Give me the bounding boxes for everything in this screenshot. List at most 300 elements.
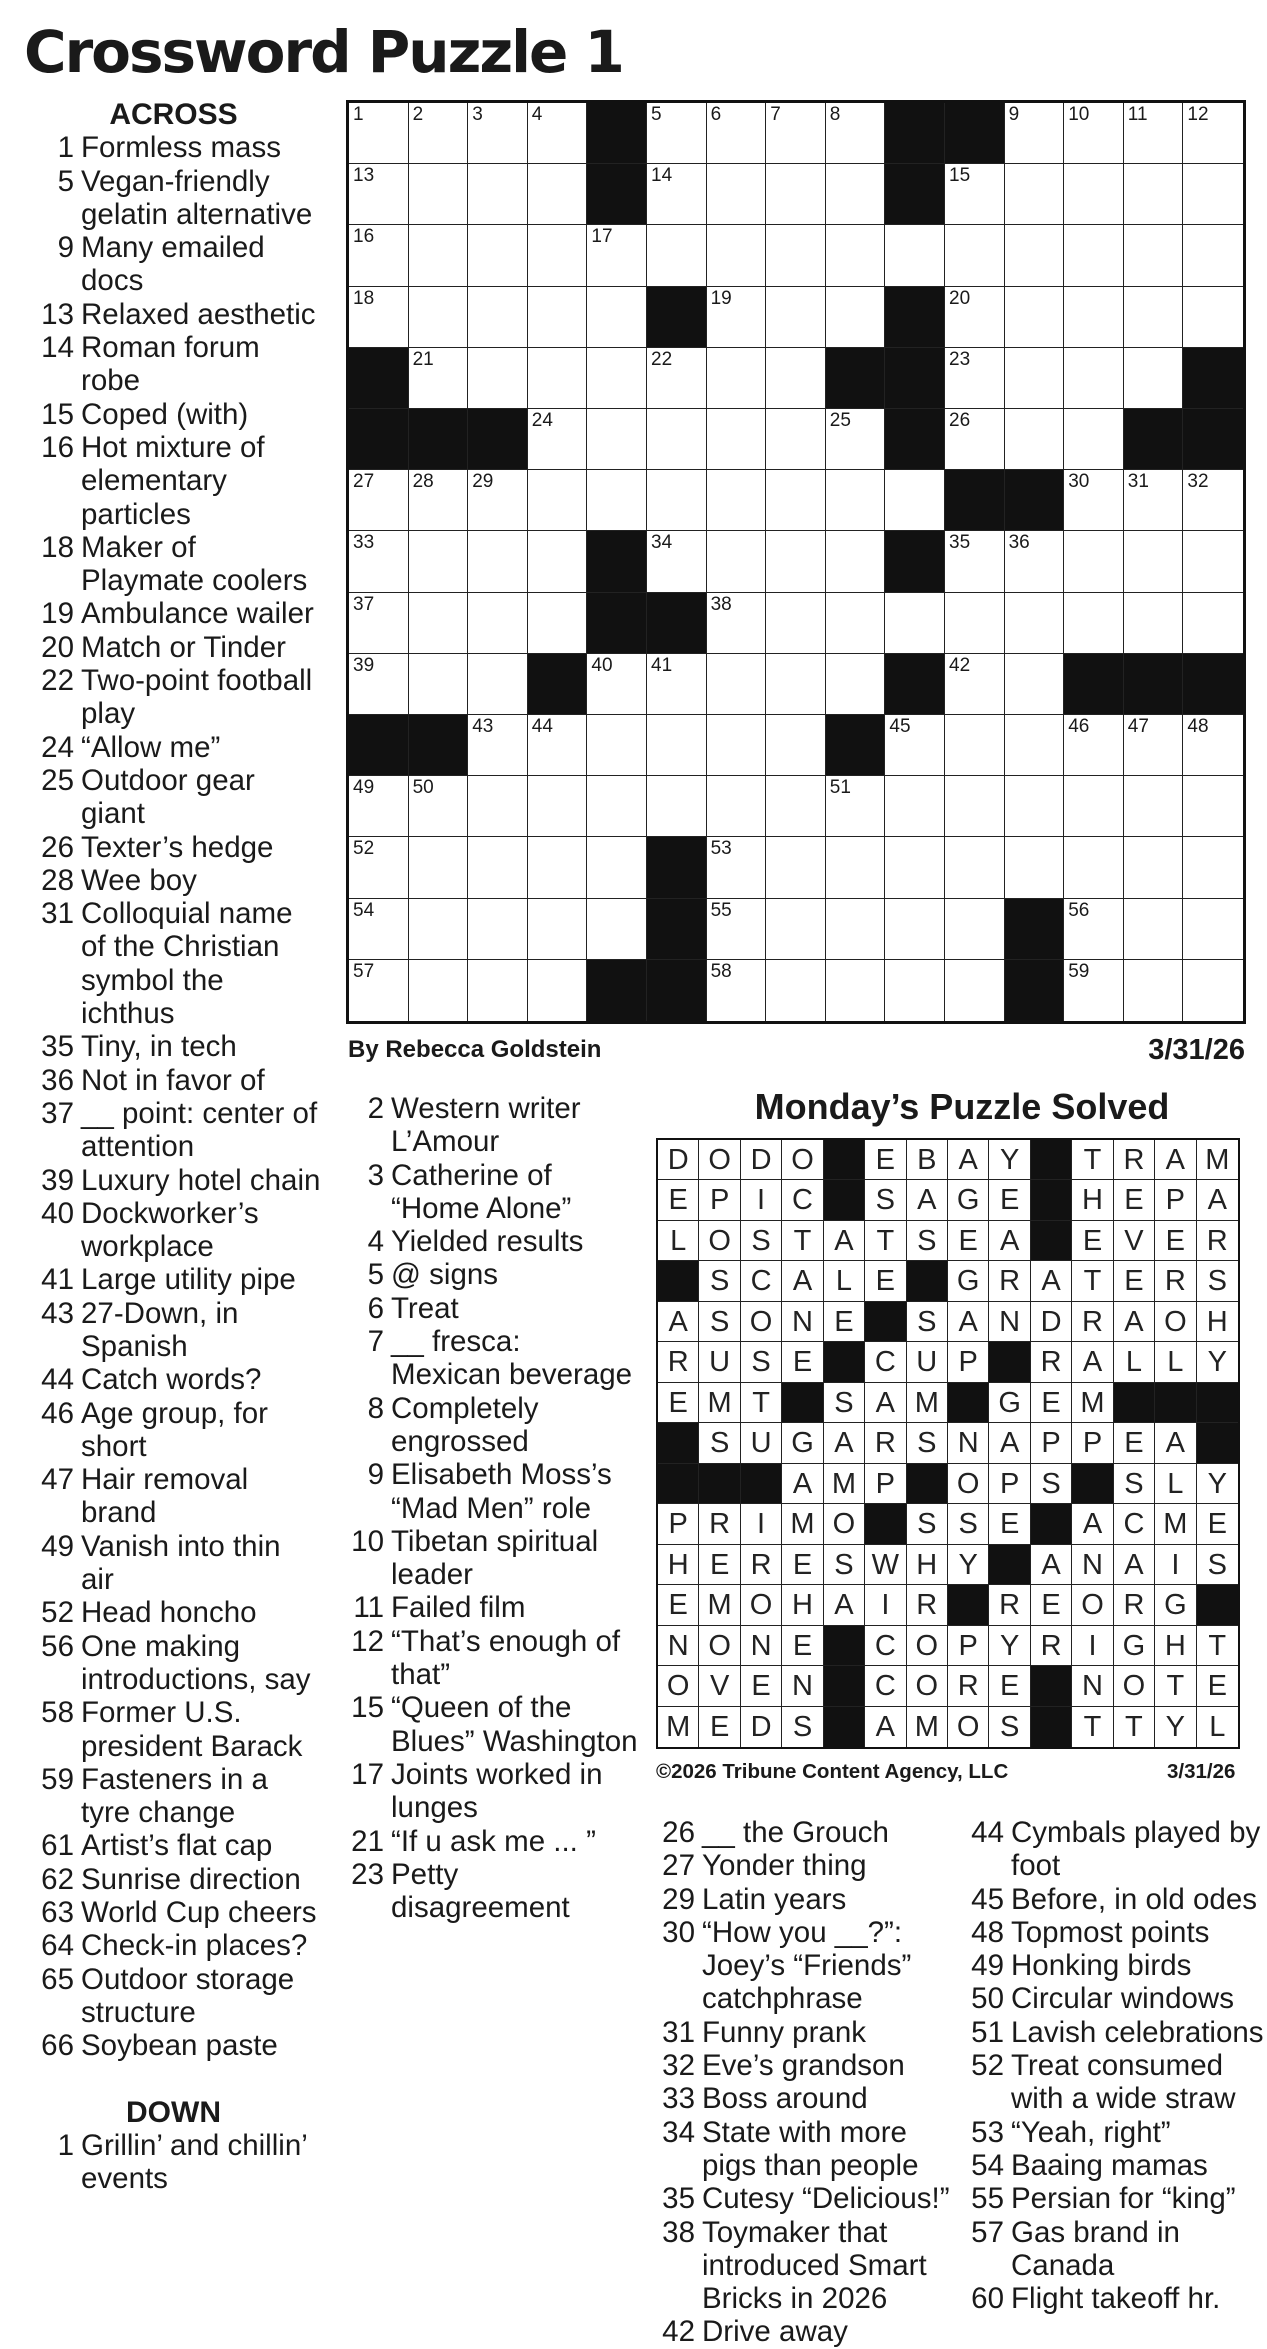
grid-cell[interactable] bbox=[587, 776, 647, 837]
grid-cell[interactable] bbox=[945, 899, 1005, 960]
grid-cell[interactable] bbox=[1005, 776, 1065, 837]
grid-cell[interactable] bbox=[1064, 715, 1124, 776]
grid-cell[interactable] bbox=[826, 287, 886, 348]
across-clue[interactable] bbox=[26, 1030, 321, 1063]
grid-cell[interactable] bbox=[766, 531, 826, 592]
grid-cell[interactable] bbox=[587, 899, 647, 960]
grid-cell[interactable] bbox=[1183, 164, 1243, 225]
grid-cell[interactable] bbox=[1064, 348, 1124, 409]
grid-cell[interactable] bbox=[826, 654, 886, 715]
grid-cell[interactable] bbox=[409, 654, 469, 715]
grid-cell[interactable] bbox=[885, 960, 945, 1021]
grid-cell[interactable] bbox=[647, 103, 707, 164]
down-clue[interactable] bbox=[966, 2149, 1266, 2182]
grid-cell[interactable] bbox=[707, 654, 767, 715]
solution-cell: R bbox=[741, 1545, 782, 1585]
grid-cell[interactable] bbox=[1124, 715, 1184, 776]
grid-cell[interactable] bbox=[707, 837, 767, 898]
clue-number: 6 bbox=[367, 1291, 384, 1325]
grid-cell[interactable] bbox=[945, 348, 1005, 409]
grid-cell[interactable] bbox=[766, 899, 826, 960]
down-clue[interactable] bbox=[966, 1982, 1266, 2015]
grid-cell[interactable] bbox=[766, 715, 826, 776]
down-clue[interactable] bbox=[338, 1758, 638, 1825]
solution-cell: S bbox=[782, 1707, 823, 1747]
grid-cell[interactable] bbox=[945, 715, 1005, 776]
grid-cell[interactable] bbox=[766, 654, 826, 715]
across-clue[interactable] bbox=[26, 1363, 321, 1396]
grid-cell[interactable] bbox=[707, 348, 767, 409]
across-clue[interactable] bbox=[26, 897, 321, 1030]
grid-cell[interactable] bbox=[945, 164, 1005, 225]
clue-text: Before, in old odes bbox=[1011, 1882, 1257, 1916]
down-clue[interactable] bbox=[655, 2049, 955, 2082]
grid-cell[interactable] bbox=[766, 776, 826, 837]
grid-cell[interactable] bbox=[1064, 960, 1124, 1021]
grid-cell[interactable] bbox=[1124, 960, 1184, 1021]
grid-cell[interactable] bbox=[1183, 470, 1243, 531]
grid-cell[interactable] bbox=[1064, 103, 1124, 164]
grid-cell[interactable] bbox=[1005, 164, 1065, 225]
across-clue[interactable] bbox=[26, 131, 321, 164]
grid-cell[interactable] bbox=[528, 837, 588, 898]
grid-cell[interactable] bbox=[409, 470, 469, 531]
grid-cell[interactable] bbox=[587, 348, 647, 409]
grid-cell[interactable] bbox=[707, 715, 767, 776]
grid-cell[interactable] bbox=[349, 470, 409, 531]
grid-cell[interactable] bbox=[1124, 593, 1184, 654]
grid-cell[interactable] bbox=[349, 103, 409, 164]
clue-number: 20 bbox=[41, 630, 74, 664]
grid-cell[interactable] bbox=[1064, 593, 1124, 654]
grid-cell[interactable] bbox=[885, 776, 945, 837]
grid-cell[interactable] bbox=[826, 837, 886, 898]
grid-block bbox=[885, 348, 945, 409]
grid-cell[interactable] bbox=[766, 225, 826, 286]
grid-cell[interactable] bbox=[528, 470, 588, 531]
grid-cell[interactable] bbox=[409, 593, 469, 654]
across-clue[interactable] bbox=[26, 597, 321, 630]
down-clue[interactable] bbox=[655, 2116, 955, 2183]
clue-text: Vanish into thin air bbox=[81, 1529, 281, 1597]
grid-cell[interactable] bbox=[647, 470, 707, 531]
grid-cell[interactable] bbox=[528, 287, 588, 348]
across-clue[interactable] bbox=[26, 398, 321, 431]
grid-cell[interactable] bbox=[528, 593, 588, 654]
grid-cell[interactable] bbox=[468, 531, 528, 592]
grid-cell[interactable] bbox=[1124, 470, 1184, 531]
down-clue[interactable] bbox=[338, 1392, 638, 1459]
grid-cell[interactable] bbox=[945, 531, 1005, 592]
grid-cell[interactable] bbox=[349, 593, 409, 654]
grid-cell[interactable] bbox=[885, 715, 945, 776]
grid-cell[interactable] bbox=[647, 776, 707, 837]
grid-cell[interactable] bbox=[528, 715, 588, 776]
across-clue[interactable] bbox=[26, 631, 321, 664]
clue-number: 33 bbox=[662, 2082, 695, 2116]
grid-cell-number: 7 bbox=[770, 104, 781, 125]
grid-cell[interactable] bbox=[766, 470, 826, 531]
grid-cell[interactable] bbox=[468, 715, 528, 776]
grid-cell[interactable] bbox=[945, 776, 1005, 837]
clue-text: Treat consumed with a wide straw bbox=[1011, 2049, 1236, 2116]
solution-cell: E bbox=[658, 1585, 699, 1625]
grid-cell[interactable] bbox=[766, 348, 826, 409]
grid-cell[interactable] bbox=[885, 899, 945, 960]
solution-cell: H bbox=[658, 1545, 699, 1585]
grid-cell[interactable] bbox=[528, 960, 588, 1021]
grid-cell[interactable] bbox=[468, 225, 528, 286]
grid-cell[interactable] bbox=[409, 960, 469, 1021]
down-clue[interactable] bbox=[966, 1949, 1266, 1982]
grid-cell[interactable] bbox=[1124, 103, 1184, 164]
down-clue[interactable] bbox=[655, 1816, 955, 1849]
down-clue[interactable] bbox=[338, 1225, 638, 1258]
grid-cell[interactable] bbox=[647, 409, 707, 470]
grid-cell[interactable] bbox=[1183, 103, 1243, 164]
grid-cell[interactable] bbox=[945, 409, 1005, 470]
solution-cell: Y bbox=[1197, 1464, 1238, 1504]
grid-cell[interactable] bbox=[468, 837, 528, 898]
grid-cell[interactable] bbox=[349, 164, 409, 225]
grid-cell[interactable] bbox=[826, 409, 886, 470]
grid-cell[interactable] bbox=[707, 287, 767, 348]
grid-cell-number: 59 bbox=[1068, 960, 1090, 982]
grid-cell[interactable] bbox=[409, 348, 469, 409]
grid-cell[interactable] bbox=[1183, 715, 1243, 776]
across-clue[interactable] bbox=[26, 664, 321, 731]
across-clue[interactable] bbox=[26, 1064, 321, 1097]
across-clue[interactable] bbox=[26, 1896, 321, 1929]
grid-cell[interactable] bbox=[647, 654, 707, 715]
grid-cell[interactable] bbox=[707, 103, 767, 164]
grid-cell[interactable] bbox=[826, 776, 886, 837]
down-clue[interactable] bbox=[655, 2315, 955, 2348]
grid-cell[interactable] bbox=[885, 593, 945, 654]
grid-cell[interactable] bbox=[1124, 837, 1184, 898]
across-clue[interactable] bbox=[26, 1530, 321, 1597]
grid-cell[interactable] bbox=[766, 164, 826, 225]
grid-cell[interactable] bbox=[349, 837, 409, 898]
solution-cell: R bbox=[989, 1261, 1030, 1301]
grid-cell[interactable] bbox=[468, 899, 528, 960]
across-clue[interactable] bbox=[26, 1197, 321, 1264]
grid-cell[interactable] bbox=[647, 348, 707, 409]
crossword-grid[interactable] bbox=[346, 100, 1246, 1024]
down-clue[interactable] bbox=[966, 2282, 1266, 2315]
down-clue[interactable] bbox=[338, 1525, 638, 1592]
down-clue[interactable] bbox=[655, 1883, 955, 1916]
down-clue[interactable] bbox=[338, 1591, 638, 1624]
grid-cell[interactable] bbox=[1124, 164, 1184, 225]
grid-cell[interactable] bbox=[945, 654, 1005, 715]
grid-cell[interactable] bbox=[468, 164, 528, 225]
grid-cell[interactable] bbox=[409, 225, 469, 286]
across-clue[interactable] bbox=[26, 1397, 321, 1464]
clue-text: Vegan-friendly gelatin alternative bbox=[81, 164, 313, 231]
grid-cell[interactable] bbox=[409, 837, 469, 898]
grid-cell[interactable] bbox=[885, 837, 945, 898]
grid-cell[interactable] bbox=[528, 164, 588, 225]
grid-cell[interactable] bbox=[1183, 960, 1243, 1021]
grid-cell[interactable] bbox=[349, 654, 409, 715]
across-clue[interactable] bbox=[26, 1463, 321, 1530]
grid-cell[interactable] bbox=[468, 103, 528, 164]
clue-text: Two-point football play bbox=[81, 664, 313, 731]
down-clue[interactable] bbox=[966, 2016, 1266, 2049]
down-clue[interactable] bbox=[966, 2216, 1266, 2283]
grid-cell[interactable] bbox=[1124, 287, 1184, 348]
grid-cell[interactable] bbox=[647, 164, 707, 225]
solution-cell: R bbox=[1031, 1626, 1072, 1666]
across-clue[interactable] bbox=[26, 165, 321, 232]
grid-cell[interactable] bbox=[766, 593, 826, 654]
down-clue[interactable] bbox=[338, 1625, 638, 1692]
grid-cell[interactable] bbox=[1064, 287, 1124, 348]
solution-cell: O bbox=[948, 1464, 989, 1504]
grid-cell[interactable] bbox=[647, 715, 707, 776]
grid-cell[interactable] bbox=[587, 225, 647, 286]
grid-cell[interactable] bbox=[409, 776, 469, 837]
grid-cell[interactable] bbox=[528, 776, 588, 837]
grid-cell[interactable] bbox=[1064, 164, 1124, 225]
down-clue[interactable] bbox=[655, 2082, 955, 2115]
clue-number: 14 bbox=[41, 331, 74, 365]
solution-cell: E bbox=[1197, 1666, 1238, 1706]
down-clue[interactable] bbox=[338, 1858, 638, 1925]
clue-number: 32 bbox=[662, 2049, 695, 2083]
across-clue[interactable] bbox=[26, 1963, 321, 2030]
down-clue[interactable] bbox=[655, 1916, 955, 2016]
grid-cell[interactable] bbox=[1005, 103, 1065, 164]
down-clue[interactable] bbox=[655, 2016, 955, 2049]
grid-cell[interactable] bbox=[587, 715, 647, 776]
grid-cell-number: 30 bbox=[1068, 471, 1090, 493]
across-clue[interactable] bbox=[26, 1164, 321, 1197]
grid-cell[interactable] bbox=[587, 287, 647, 348]
grid-cell[interactable] bbox=[349, 960, 409, 1021]
grid-cell[interactable] bbox=[468, 348, 528, 409]
across-clue[interactable] bbox=[26, 731, 321, 764]
across-clue[interactable] bbox=[26, 1263, 321, 1296]
grid-cell[interactable] bbox=[1064, 225, 1124, 286]
grid-cell[interactable] bbox=[468, 593, 528, 654]
grid-cell[interactable] bbox=[1005, 593, 1065, 654]
grid-cell[interactable] bbox=[409, 103, 469, 164]
down-clue[interactable] bbox=[338, 1159, 638, 1226]
grid-cell[interactable] bbox=[349, 899, 409, 960]
down-clue[interactable] bbox=[338, 1292, 638, 1325]
grid-cell[interactable] bbox=[1183, 225, 1243, 286]
grid-cell[interactable] bbox=[707, 593, 767, 654]
grid-cell[interactable] bbox=[945, 960, 1005, 1021]
grid-cell[interactable] bbox=[528, 103, 588, 164]
grid-cell[interactable] bbox=[707, 899, 767, 960]
grid-cell[interactable] bbox=[945, 837, 1005, 898]
grid-cell[interactable] bbox=[945, 593, 1005, 654]
grid-cell[interactable] bbox=[826, 899, 886, 960]
grid-cell[interactable] bbox=[468, 654, 528, 715]
grid-cell[interactable] bbox=[885, 470, 945, 531]
grid-cell[interactable] bbox=[1064, 899, 1124, 960]
solution-cell: L bbox=[1197, 1707, 1238, 1747]
grid-cell[interactable] bbox=[1183, 837, 1243, 898]
grid-cell[interactable] bbox=[587, 654, 647, 715]
across-clue[interactable] bbox=[26, 764, 321, 831]
grid-cell[interactable] bbox=[707, 531, 767, 592]
grid-cell[interactable] bbox=[1124, 776, 1184, 837]
across-clue[interactable] bbox=[26, 1630, 321, 1697]
grid-cell[interactable] bbox=[766, 960, 826, 1021]
grid-cell[interactable] bbox=[349, 225, 409, 286]
down-clue[interactable] bbox=[966, 1883, 1266, 1916]
grid-cell[interactable] bbox=[1124, 531, 1184, 592]
grid-cell[interactable] bbox=[409, 164, 469, 225]
grid-cell[interactable] bbox=[1005, 348, 1065, 409]
grid-cell[interactable] bbox=[1005, 225, 1065, 286]
grid-cell[interactable] bbox=[587, 470, 647, 531]
across-clue[interactable] bbox=[26, 2029, 321, 2062]
grid-cell[interactable] bbox=[647, 531, 707, 592]
grid-cell[interactable] bbox=[409, 287, 469, 348]
across-clue[interactable] bbox=[26, 1763, 321, 1830]
across-clue[interactable] bbox=[26, 231, 321, 298]
across-clues-column bbox=[26, 98, 321, 2195]
down-clue[interactable] bbox=[966, 2049, 1266, 2116]
grid-cell[interactable] bbox=[766, 409, 826, 470]
across-clue[interactable] bbox=[26, 531, 321, 598]
clue-text: Eve’s grandson bbox=[702, 2049, 905, 2083]
grid-cell[interactable] bbox=[1183, 776, 1243, 837]
grid-cell[interactable] bbox=[587, 409, 647, 470]
down-clue[interactable] bbox=[966, 1816, 1266, 1883]
grid-cell[interactable] bbox=[707, 225, 767, 286]
grid-cell[interactable] bbox=[349, 531, 409, 592]
grid-cell[interactable] bbox=[1064, 776, 1124, 837]
grid-cell[interactable] bbox=[826, 470, 886, 531]
grid-cell[interactable] bbox=[468, 287, 528, 348]
across-clue[interactable] bbox=[26, 1929, 321, 1962]
grid-cell[interactable] bbox=[528, 348, 588, 409]
grid-cell[interactable] bbox=[528, 409, 588, 470]
solution-cell: O bbox=[1072, 1585, 1113, 1625]
grid-cell[interactable] bbox=[826, 593, 886, 654]
down-clue[interactable] bbox=[338, 1258, 638, 1291]
across-clue[interactable] bbox=[26, 1863, 321, 1896]
grid-cell[interactable] bbox=[1124, 899, 1184, 960]
clue-text: Tibetan spiritual leader bbox=[391, 1524, 599, 1592]
solution-cell: W bbox=[865, 1545, 906, 1585]
across-clue[interactable] bbox=[26, 1829, 321, 1862]
grid-cell[interactable] bbox=[528, 531, 588, 592]
grid-cell[interactable] bbox=[766, 103, 826, 164]
grid-cell[interactable] bbox=[1005, 837, 1065, 898]
grid-cell-number: 2 bbox=[412, 104, 424, 125]
across-clue[interactable] bbox=[26, 1297, 321, 1364]
across-clue[interactable] bbox=[26, 831, 321, 864]
grid-cell[interactable] bbox=[468, 470, 528, 531]
grid-cell[interactable] bbox=[1005, 409, 1065, 470]
grid-cell[interactable] bbox=[885, 225, 945, 286]
down-clue[interactable] bbox=[338, 1325, 638, 1392]
grid-cell[interactable] bbox=[826, 225, 886, 286]
grid-cell[interactable] bbox=[1005, 287, 1065, 348]
down-clue[interactable] bbox=[338, 1825, 638, 1858]
across-clue[interactable] bbox=[26, 1596, 321, 1629]
grid-cell[interactable] bbox=[1064, 531, 1124, 592]
across-clue[interactable] bbox=[26, 431, 321, 531]
grid-cell[interactable] bbox=[826, 531, 886, 592]
down-clue[interactable] bbox=[26, 2129, 321, 2196]
grid-cell[interactable] bbox=[945, 287, 1005, 348]
down-clue[interactable] bbox=[655, 1849, 955, 1882]
grid-cell[interactable] bbox=[826, 164, 886, 225]
grid-cell[interactable] bbox=[826, 960, 886, 1021]
grid-cell[interactable] bbox=[349, 776, 409, 837]
down-clue[interactable] bbox=[655, 2182, 955, 2215]
grid-cell[interactable] bbox=[1005, 531, 1065, 592]
down-clue[interactable] bbox=[966, 1916, 1266, 1949]
down-clue[interactable] bbox=[966, 2182, 1266, 2215]
grid-cell[interactable] bbox=[409, 531, 469, 592]
grid-cell[interactable] bbox=[707, 960, 767, 1021]
grid-cell[interactable] bbox=[468, 776, 528, 837]
grid-cell[interactable] bbox=[945, 225, 1005, 286]
grid-cell[interactable] bbox=[707, 409, 767, 470]
grid-cell[interactable] bbox=[647, 225, 707, 286]
grid-cell[interactable] bbox=[528, 899, 588, 960]
down-clue[interactable] bbox=[338, 1691, 638, 1758]
grid-cell[interactable] bbox=[1064, 470, 1124, 531]
grid-cell[interactable] bbox=[826, 103, 886, 164]
across-clue[interactable] bbox=[26, 864, 321, 897]
grid-cell-number: 41 bbox=[651, 654, 673, 676]
grid-cell[interactable] bbox=[1064, 837, 1124, 898]
across-clue[interactable] bbox=[26, 1097, 321, 1164]
clue-text: Yonder thing bbox=[702, 1849, 867, 1883]
grid-cell[interactable] bbox=[468, 960, 528, 1021]
grid-cell[interactable] bbox=[1005, 654, 1065, 715]
grid-cell[interactable] bbox=[1183, 593, 1243, 654]
across-clue[interactable] bbox=[26, 331, 321, 398]
clue-number: 53 bbox=[971, 2115, 1004, 2149]
grid-cell[interactable] bbox=[766, 837, 826, 898]
across-clue[interactable] bbox=[26, 298, 321, 331]
grid-cell[interactable] bbox=[1064, 409, 1124, 470]
grid-cell[interactable] bbox=[1183, 899, 1243, 960]
grid-cell[interactable] bbox=[349, 287, 409, 348]
solution-cell: L bbox=[1155, 1464, 1196, 1504]
clue-number: 26 bbox=[662, 1816, 695, 1849]
across-clue[interactable] bbox=[26, 1696, 321, 1763]
grid-cell[interactable] bbox=[707, 470, 767, 531]
grid-cell[interactable] bbox=[707, 776, 767, 837]
grid-cell[interactable] bbox=[409, 899, 469, 960]
down-clue[interactable] bbox=[338, 1458, 638, 1525]
grid-cell[interactable] bbox=[707, 164, 767, 225]
grid-cell[interactable] bbox=[1124, 225, 1184, 286]
grid-cell[interactable] bbox=[766, 287, 826, 348]
grid-cell[interactable] bbox=[1183, 287, 1243, 348]
down-clue[interactable] bbox=[966, 2116, 1266, 2149]
down-clue[interactable] bbox=[655, 2216, 955, 2316]
grid-cell[interactable] bbox=[1005, 715, 1065, 776]
grid-cell[interactable] bbox=[528, 225, 588, 286]
grid-cell[interactable] bbox=[1124, 348, 1184, 409]
grid-cell[interactable] bbox=[1183, 531, 1243, 592]
down-clue[interactable] bbox=[338, 1092, 638, 1159]
grid-cell[interactable] bbox=[587, 837, 647, 898]
